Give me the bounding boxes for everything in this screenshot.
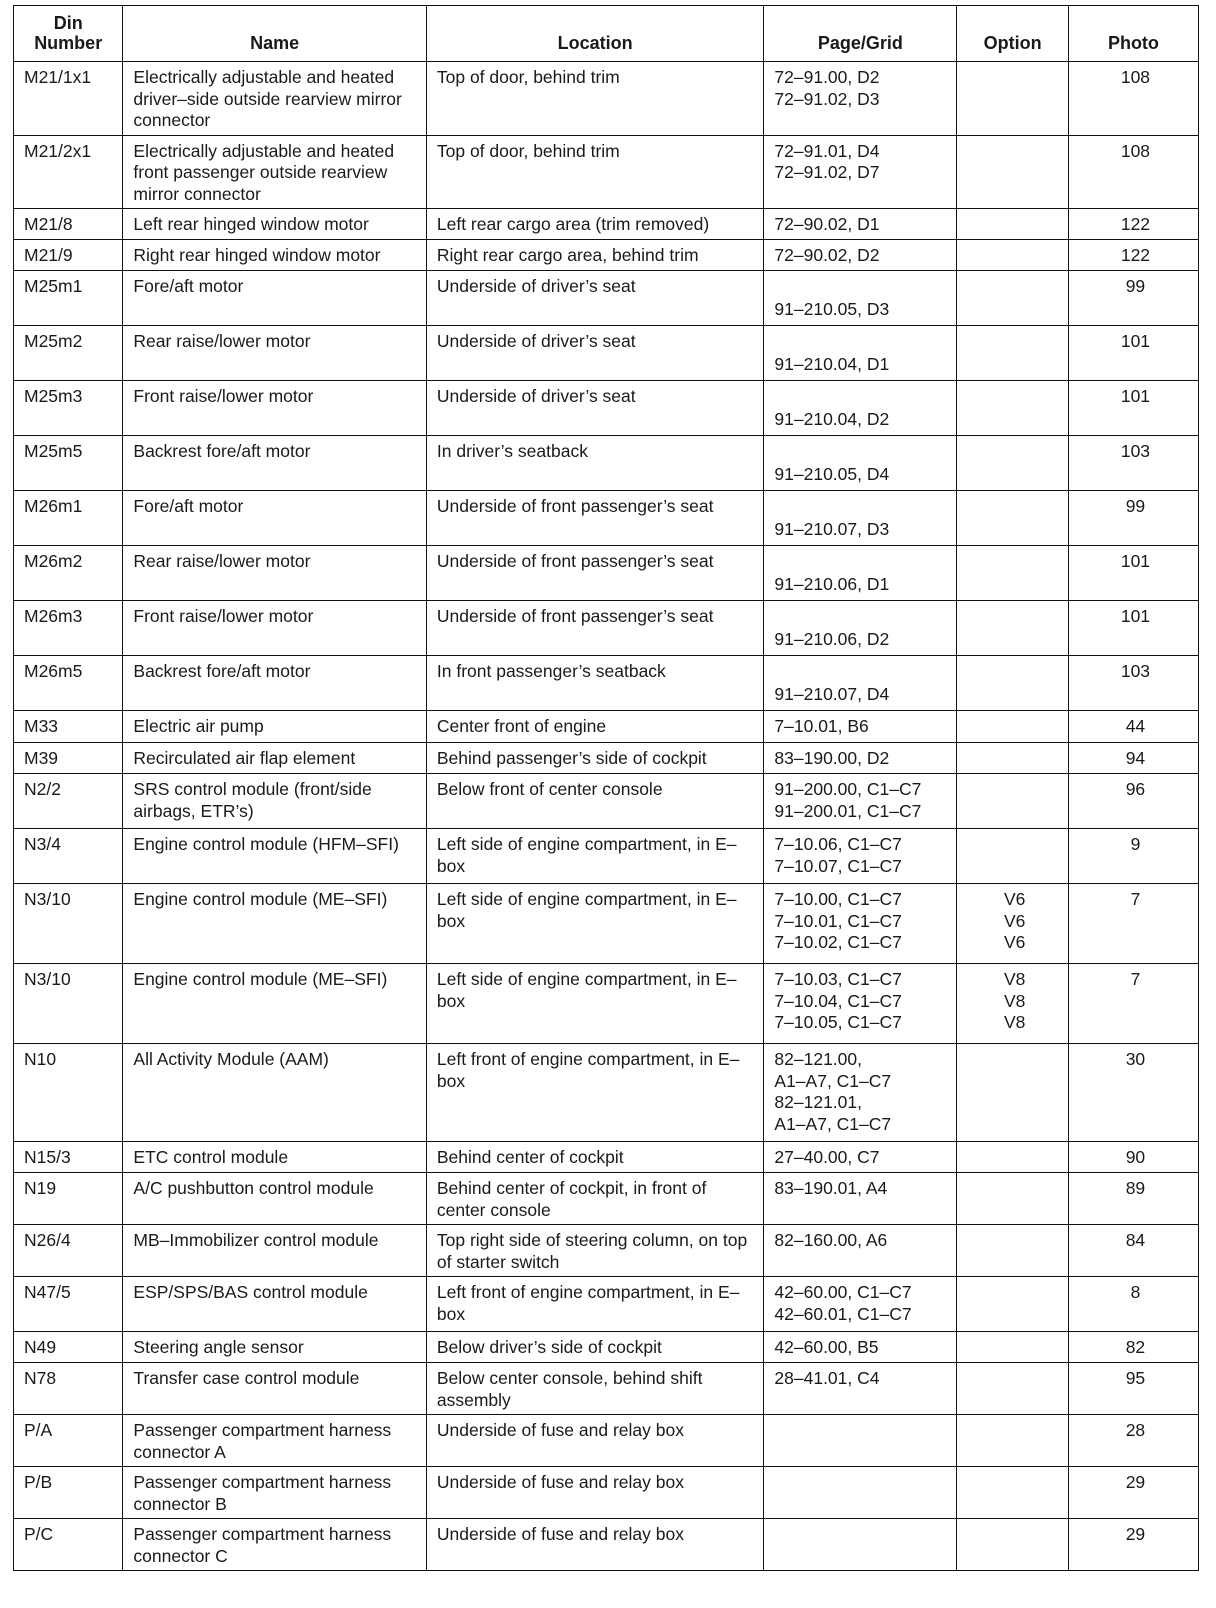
page-grid-cell: [764, 209, 957, 240]
name-cell: Fore/aft motor: [123, 271, 426, 326]
photo-number-cell: 101: [1068, 601, 1198, 656]
table-row: [14, 829, 1199, 884]
din-number-cell: M21/2x1: [14, 135, 123, 209]
name-cell: Passenger compartment harness connector B: [123, 1467, 426, 1519]
page-grid-ref: 7–10.06, C1–C7: [774, 834, 902, 854]
table-row: [14, 62, 1199, 136]
location-cell: Below center console, behind shift assembly: [426, 1363, 764, 1415]
page-grid-ref: 82–160.00, A6: [774, 1230, 888, 1250]
photo-number-cell: 89: [1068, 1173, 1198, 1225]
location-cell: Top of door, behind trim: [426, 135, 764, 209]
photo-number-cell: 28: [1068, 1415, 1198, 1467]
location-cell: Top right side of steering column, on top of starter switch: [426, 1225, 764, 1277]
page-grid-ref: 91–210.04, D2: [774, 409, 890, 429]
name-cell: Engine control module (ME–SFI): [123, 884, 426, 964]
page-grid-cell: [764, 1225, 957, 1277]
option-value: V8: [1003, 969, 1026, 989]
page-grid-cell: [764, 884, 957, 964]
page-grid-ref: 7–10.04, C1–C7: [774, 990, 902, 1011]
table-row: [14, 1332, 1199, 1363]
location-cell: Left side of engine compartment, in E–box: [426, 829, 764, 884]
page-grid-ref: 7–10.01, B6: [774, 716, 869, 736]
din-number-cell: N47/5: [14, 1277, 123, 1332]
option-value: V8: [1003, 990, 1026, 1011]
name-cell: ETC control module: [123, 1142, 426, 1173]
option-cell: [957, 381, 1068, 436]
name-cell: Engine control module (ME–SFI): [123, 964, 426, 1044]
name-cell: A/C pushbutton control module: [123, 1173, 426, 1225]
name-cell: Steering angle sensor: [123, 1332, 426, 1363]
table-body: [14, 62, 1199, 1571]
page-grid-cell: [764, 601, 957, 656]
page-grid-cell: [764, 964, 957, 1044]
option-cell: [957, 884, 1068, 964]
page-grid-ref: 72–90.02, D1: [774, 214, 880, 234]
din-number-cell: M25m3: [14, 381, 123, 436]
page-grid-cell: [764, 774, 957, 829]
photo-number-cell: 90: [1068, 1142, 1198, 1173]
page-grid-cell: [764, 1363, 957, 1415]
page-grid-cell: [764, 656, 957, 711]
location-cell: In front passenger’s seatback: [426, 656, 764, 711]
location-cell: Underside of fuse and relay box: [426, 1467, 764, 1519]
header-photo: Photo: [1068, 6, 1198, 62]
location-cell: In driver’s seatback: [426, 436, 764, 491]
din-number-cell: N2/2: [14, 774, 123, 829]
page-grid-ref: 7–10.00, C1–C7: [774, 889, 902, 909]
din-number-cell: P/C: [14, 1519, 123, 1571]
page-grid-cell: [764, 381, 957, 436]
page-grid-ref: 91–210.07, D4: [774, 684, 890, 704]
din-number-cell: M26m3: [14, 601, 123, 656]
option-cell: [957, 1277, 1068, 1332]
name-cell: Electrically adjustable and heated driver–side outside rearview mirror connector: [123, 62, 426, 136]
page-grid-ref: 7–10.07, C1–C7: [774, 855, 902, 876]
page-grid-ref: 91–210.06, D2: [774, 629, 890, 649]
option-cell: [957, 743, 1068, 774]
table-row: [14, 601, 1199, 656]
location-cell: Left side of engine compartment, in E–box: [426, 884, 764, 964]
din-number-cell: N3/4: [14, 829, 123, 884]
din-number-cell: M21/8: [14, 209, 123, 240]
photo-number-cell: 29: [1068, 1467, 1198, 1519]
option-cell: [957, 1415, 1068, 1467]
din-number-cell: P/A: [14, 1415, 123, 1467]
page-grid-cell: [764, 1519, 957, 1571]
page-grid-ref: 91–210.05, D3: [774, 299, 890, 319]
name-cell: Front raise/lower motor: [123, 601, 426, 656]
location-cell: Underside of front passenger’s seat: [426, 491, 764, 546]
option-value: V6: [1003, 910, 1026, 931]
header-location: Location: [426, 6, 764, 62]
name-cell: Engine control module (HFM–SFI): [123, 829, 426, 884]
page-grid-cell: [764, 271, 957, 326]
table-header: [14, 6, 1199, 62]
din-number-cell: M26m1: [14, 491, 123, 546]
din-number-cell: N10: [14, 1044, 123, 1142]
option-cell: [957, 1173, 1068, 1225]
table-row: [14, 436, 1199, 491]
photo-number-cell: 122: [1068, 209, 1198, 240]
name-cell: Electrically adjustable and heated front passenger outside rearview mirror connector: [123, 135, 426, 209]
photo-number-cell: 94: [1068, 743, 1198, 774]
header-name: Name: [123, 6, 426, 62]
page-grid-cell: [764, 1415, 957, 1467]
din-number-cell: M21/1x1: [14, 62, 123, 136]
din-number-cell: M25m2: [14, 326, 123, 381]
photo-number-cell: 108: [1068, 62, 1198, 136]
option-cell: [957, 829, 1068, 884]
page-grid-cell: [764, 491, 957, 546]
name-cell: ESP/SPS/BAS control module: [123, 1277, 426, 1332]
name-cell: Right rear hinged window motor: [123, 240, 426, 271]
name-cell: Transfer case control module: [123, 1363, 426, 1415]
din-number-cell: N26/4: [14, 1225, 123, 1277]
page-grid-cell: [764, 1142, 957, 1173]
page-grid-cell: [764, 711, 957, 743]
page-grid-ref: 82–121.00,: [774, 1049, 862, 1069]
din-number-cell: M26m5: [14, 656, 123, 711]
table-row: [14, 1363, 1199, 1415]
photo-number-cell: 7: [1068, 964, 1198, 1044]
name-cell: Fore/aft motor: [123, 491, 426, 546]
din-number-cell: M39: [14, 743, 123, 774]
page-grid-ref: A1–A7, C1–C7: [774, 1070, 892, 1091]
option-value: V6: [1003, 932, 1026, 952]
location-cell: Below driver’s side of cockpit: [426, 1332, 764, 1363]
din-number-cell: N15/3: [14, 1142, 123, 1173]
page-grid-ref: 82–121.01,: [774, 1092, 862, 1112]
photo-number-cell: 29: [1068, 1519, 1198, 1571]
page-grid-ref: 91–200.01, C1–C7: [774, 800, 922, 821]
option-cell: [957, 240, 1068, 271]
name-cell: Rear raise/lower motor: [123, 326, 426, 381]
table-row: [14, 1173, 1199, 1225]
photo-number-cell: 122: [1068, 240, 1198, 271]
page-grid-cell: [764, 829, 957, 884]
page-grid-ref: 91–210.06, D1: [774, 574, 890, 594]
location-cell: Left rear cargo area (trim removed): [426, 209, 764, 240]
option-cell: [957, 491, 1068, 546]
table-row: [14, 1277, 1199, 1332]
option-cell: [957, 546, 1068, 601]
location-cell: Underside of front passenger’s seat: [426, 546, 764, 601]
option-cell: [957, 1519, 1068, 1571]
option-cell: [957, 1142, 1068, 1173]
location-cell: Underside of fuse and relay box: [426, 1519, 764, 1571]
table-row: [14, 964, 1199, 1044]
table-row: [14, 711, 1199, 743]
page-grid-ref: 83–190.00, D2: [774, 748, 890, 768]
location-cell: Left front of engine compartment, in E–box: [426, 1044, 764, 1142]
photo-number-cell: 96: [1068, 774, 1198, 829]
option-value: V6: [1003, 889, 1026, 909]
photo-number-cell: 103: [1068, 436, 1198, 491]
din-number-cell: N49: [14, 1332, 123, 1363]
din-number-cell: M25m1: [14, 271, 123, 326]
photo-number-cell: 8: [1068, 1277, 1198, 1332]
table-row: [14, 271, 1199, 326]
photo-number-cell: 99: [1068, 271, 1198, 326]
name-cell: All Activity Module (AAM): [123, 1044, 426, 1142]
page-grid-ref: 72–91.02, D7: [774, 162, 880, 182]
option-cell: [957, 774, 1068, 829]
option-value: V8: [1003, 1012, 1026, 1032]
header-page-grid: Page/Grid: [764, 6, 957, 62]
table-row: [14, 1415, 1199, 1467]
din-number-cell: M21/9: [14, 240, 123, 271]
table-row: [14, 326, 1199, 381]
page-grid-cell: [764, 1467, 957, 1519]
table-row: [14, 1467, 1199, 1519]
photo-number-cell: 44: [1068, 711, 1198, 743]
page-grid-cell: [764, 546, 957, 601]
page-grid-ref: 72–91.01, D4: [774, 140, 880, 161]
page-grid-ref: 7–10.02, C1–C7: [774, 932, 902, 952]
photo-number-cell: 101: [1068, 326, 1198, 381]
option-cell: [957, 711, 1068, 743]
page-grid-cell: [764, 326, 957, 381]
option-cell: [957, 1467, 1068, 1519]
name-cell: MB–Immobilizer control module: [123, 1225, 426, 1277]
location-cell: Underside of driver’s seat: [426, 326, 764, 381]
photo-number-cell: 99: [1068, 491, 1198, 546]
din-number-cell: N3/10: [14, 964, 123, 1044]
table-row: [14, 774, 1199, 829]
photo-number-cell: 7: [1068, 884, 1198, 964]
page-grid-cell: [764, 1044, 957, 1142]
location-cell: Right rear cargo area, behind trim: [426, 240, 764, 271]
photo-number-cell: 30: [1068, 1044, 1198, 1142]
din-number-cell: N78: [14, 1363, 123, 1415]
din-component-table: [13, 5, 1199, 1571]
photo-number-cell: 95: [1068, 1363, 1198, 1415]
table-row: [14, 209, 1199, 240]
table-row: [14, 656, 1199, 711]
page-grid-ref: 7–10.03, C1–C7: [774, 969, 902, 989]
location-cell: Behind center of cockpit: [426, 1142, 764, 1173]
table-row: [14, 884, 1199, 964]
header-din-number: Din Number: [14, 6, 123, 62]
name-cell: Backrest fore/aft motor: [123, 656, 426, 711]
page-grid-ref: 83–190.01, A4: [774, 1178, 888, 1198]
location-cell: Underside of front passenger’s seat: [426, 601, 764, 656]
page-grid-ref: 72–91.02, D3: [774, 88, 880, 109]
table-row: [14, 1519, 1199, 1571]
table-row: [14, 240, 1199, 271]
name-cell: Left rear hinged window motor: [123, 209, 426, 240]
page-grid-cell: [764, 1277, 957, 1332]
din-number-cell: P/B: [14, 1467, 123, 1519]
name-cell: Front raise/lower motor: [123, 381, 426, 436]
photo-number-cell: 103: [1068, 656, 1198, 711]
page-grid-ref: 42–60.00, C1–C7: [774, 1282, 912, 1302]
location-cell: Below front of center console: [426, 774, 764, 829]
option-cell: [957, 271, 1068, 326]
name-cell: SRS control module (front/side airbags, ETR’s): [123, 774, 426, 829]
location-cell: Behind center of cockpit, in front of center console: [426, 1173, 764, 1225]
location-cell: Left front of engine compartment, in E–box: [426, 1277, 764, 1332]
page-grid-ref: 91–210.05, D4: [774, 464, 890, 484]
option-cell: [957, 209, 1068, 240]
name-cell: Electric air pump: [123, 711, 426, 743]
table-row: [14, 491, 1199, 546]
name-cell: Passenger compartment harness connector A: [123, 1415, 426, 1467]
page-grid-ref: 27–40.00, C7: [774, 1147, 880, 1167]
option-cell: [957, 656, 1068, 711]
location-cell: Left side of engine compartment, in E–box: [426, 964, 764, 1044]
page-grid-ref: A1–A7, C1–C7: [774, 1113, 892, 1134]
din-number-cell: M25m5: [14, 436, 123, 491]
location-cell: Underside of driver’s seat: [426, 381, 764, 436]
page-grid-ref: 7–10.01, C1–C7: [774, 910, 902, 931]
table-row: [14, 743, 1199, 774]
din-number-cell: N3/10: [14, 884, 123, 964]
table-row: [14, 546, 1199, 601]
option-cell: [957, 1225, 1068, 1277]
location-cell: Center front of engine: [426, 711, 764, 743]
table-row: [14, 381, 1199, 436]
table-row: [14, 1142, 1199, 1173]
header-option: Option: [957, 6, 1068, 62]
page-grid-cell: [764, 743, 957, 774]
option-cell: [957, 1044, 1068, 1142]
photo-number-cell: 108: [1068, 135, 1198, 209]
page-grid-cell: [764, 1332, 957, 1363]
location-cell: Behind passenger’s side of cockpit: [426, 743, 764, 774]
din-number-cell: N19: [14, 1173, 123, 1225]
page-grid-ref: 42–60.01, C1–C7: [774, 1303, 912, 1324]
option-cell: [957, 62, 1068, 136]
table-row: [14, 1044, 1199, 1142]
option-cell: [957, 1363, 1068, 1415]
option-cell: [957, 601, 1068, 656]
name-cell: Passenger compartment harness connector C: [123, 1519, 426, 1571]
photo-number-cell: 101: [1068, 381, 1198, 436]
page-grid-cell: [764, 135, 957, 209]
name-cell: Backrest fore/aft motor: [123, 436, 426, 491]
page-grid-ref: 72–90.02, D2: [774, 245, 880, 265]
din-number-cell: M33: [14, 711, 123, 743]
page-grid-ref: 91–210.07, D3: [774, 519, 890, 539]
page-grid-ref: 42–60.00, B5: [774, 1337, 879, 1357]
page-grid-ref: 72–91.00, D2: [774, 67, 880, 87]
page-grid-ref: 91–210.04, D1: [774, 354, 890, 374]
location-cell: Top of door, behind trim: [426, 62, 764, 136]
location-cell: Underside of driver’s seat: [426, 271, 764, 326]
location-cell: Underside of fuse and relay box: [426, 1415, 764, 1467]
page-grid-cell: [764, 1173, 957, 1225]
photo-number-cell: 84: [1068, 1225, 1198, 1277]
name-cell: Recirculated air flap element: [123, 743, 426, 774]
page-grid-ref: 91–200.00, C1–C7: [774, 779, 922, 799]
din-number-cell: M26m2: [14, 546, 123, 601]
page-grid-cell: [764, 436, 957, 491]
option-cell: [957, 1332, 1068, 1363]
option-cell: [957, 326, 1068, 381]
page-grid-ref: 28–41.01, C4: [774, 1368, 880, 1388]
name-cell: Rear raise/lower motor: [123, 546, 426, 601]
photo-number-cell: 82: [1068, 1332, 1198, 1363]
photo-number-cell: 9: [1068, 829, 1198, 884]
page-grid-cell: [764, 62, 957, 136]
page-grid-cell: [764, 240, 957, 271]
option-cell: [957, 436, 1068, 491]
option-cell: [957, 964, 1068, 1044]
table-row: [14, 135, 1199, 209]
table-row: [14, 1225, 1199, 1277]
option-cell: [957, 135, 1068, 209]
page-grid-ref: 7–10.05, C1–C7: [774, 1012, 902, 1032]
photo-number-cell: 101: [1068, 546, 1198, 601]
